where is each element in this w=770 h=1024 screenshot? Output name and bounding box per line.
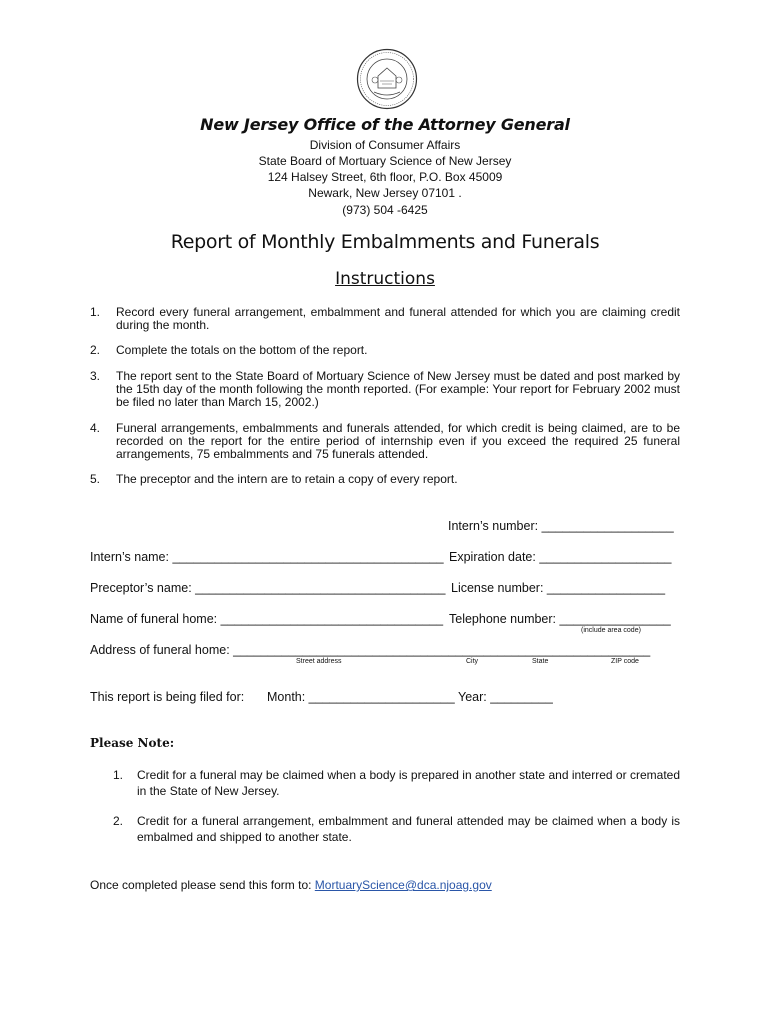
intern-name-field[interactable]: Intern’s name: _______________________________________ — [90, 550, 444, 564]
instruction-text: The preceptor and the intern are to retain a copy of every report. — [116, 472, 458, 486]
office-phone: (973) 504 -6425 — [342, 203, 428, 217]
year-field[interactable]: Year: _________ — [458, 690, 553, 704]
funeral-home-name-field[interactable]: Name of funeral home: ________________________________ — [90, 612, 444, 626]
instructions-heading: Instructions — [335, 269, 435, 289]
zip-caption: ZIP code — [611, 658, 639, 665]
city-caption: City — [466, 658, 479, 665]
state-seal-icon — [356, 48, 418, 110]
report-title: Report of Monthly Embalmments and Funerals — [170, 231, 600, 253]
state-caption: State — [532, 658, 549, 665]
board-name: State Board of Mortuary Science of New Jersey — [258, 154, 512, 168]
instruction-text: Funeral arrangements, embalmments and funerals attended, for which credit is being claimed, are to be recorded on the report for the entire period of internship even if you exceed the required 25 funeral arrangements, 75 embalmments and 75 funerals attended. — [116, 421, 680, 461]
area-code-note: (include area code) — [581, 627, 641, 634]
telephone-number-field[interactable]: Telephone number: ________________ — [449, 612, 671, 626]
note-item — [113, 813, 680, 845]
instruction-item — [90, 370, 680, 409]
instruction-number: 3. — [90, 369, 101, 383]
send-text: Once completed please send this form to: — [90, 878, 315, 892]
instruction-number: 5. — [90, 472, 101, 486]
instruction-number: 2. — [90, 343, 101, 357]
instruction-number: 4. — [90, 421, 101, 435]
funeral-home-address-field[interactable]: Address of funeral home: ____________________________________________________________ — [90, 643, 651, 657]
note-item — [113, 767, 680, 799]
city-address: Newark, New Jersey 07101 . — [308, 186, 462, 200]
expiration-date-field[interactable]: Expiration date: ___________________ — [449, 550, 672, 564]
instruction-text: Record every funeral arrangement, embalmment and funeral attended for which you are claiming credit during the month. — [116, 305, 680, 332]
instruction-number: 1. — [90, 305, 101, 319]
note-text: Credit for a funeral may be claimed when a body is prepared in another state and interred or cremated in the State of New Jersey. — [137, 768, 680, 798]
license-number-field[interactable]: License number: _________________ — [451, 581, 666, 595]
filed-for-label: This report is being filed for: — [90, 690, 245, 704]
instruction-text: The report sent to the State Board of Mortuary Science of New Jersey must be dated and post marked by the 15th day of the month following the month reported. (For example: Your report for February 2002 must be filed no later than March 15, 2002.) — [116, 369, 680, 409]
send-instructions — [90, 878, 492, 892]
instruction-text: Complete the totals on the bottom of the report. — [116, 343, 368, 357]
street-address: 124 Halsey Street, 6th floor, P.O. Box 45009 — [267, 170, 503, 184]
instruction-item — [90, 344, 680, 357]
please-note-heading: Please Note: — [90, 736, 175, 750]
note-number: 2. — [113, 814, 124, 828]
division-name: Division of Consumer Affairs — [309, 138, 461, 152]
email-link[interactable]: MortuaryScience@dca.njoag.gov — [314, 878, 492, 892]
month-field[interactable]: Month: _____________________ — [267, 690, 455, 704]
instruction-item — [90, 306, 680, 332]
preceptor-name-field[interactable]: Preceptor’s name: ____________________________________ — [90, 581, 446, 595]
note-text: Credit for a funeral arrangement, embalmment and funeral attended may be claimed when a body is embalmed and shipped to another state. — [137, 814, 680, 844]
street-address-caption: Street address — [296, 658, 342, 665]
instruction-item — [90, 473, 680, 486]
intern-number-field[interactable]: Intern’s number: ___________________ — [448, 519, 674, 533]
note-number: 1. — [113, 768, 124, 782]
office-name: New Jersey Office of the Attorney General — [200, 115, 570, 134]
instruction-item — [90, 422, 680, 461]
